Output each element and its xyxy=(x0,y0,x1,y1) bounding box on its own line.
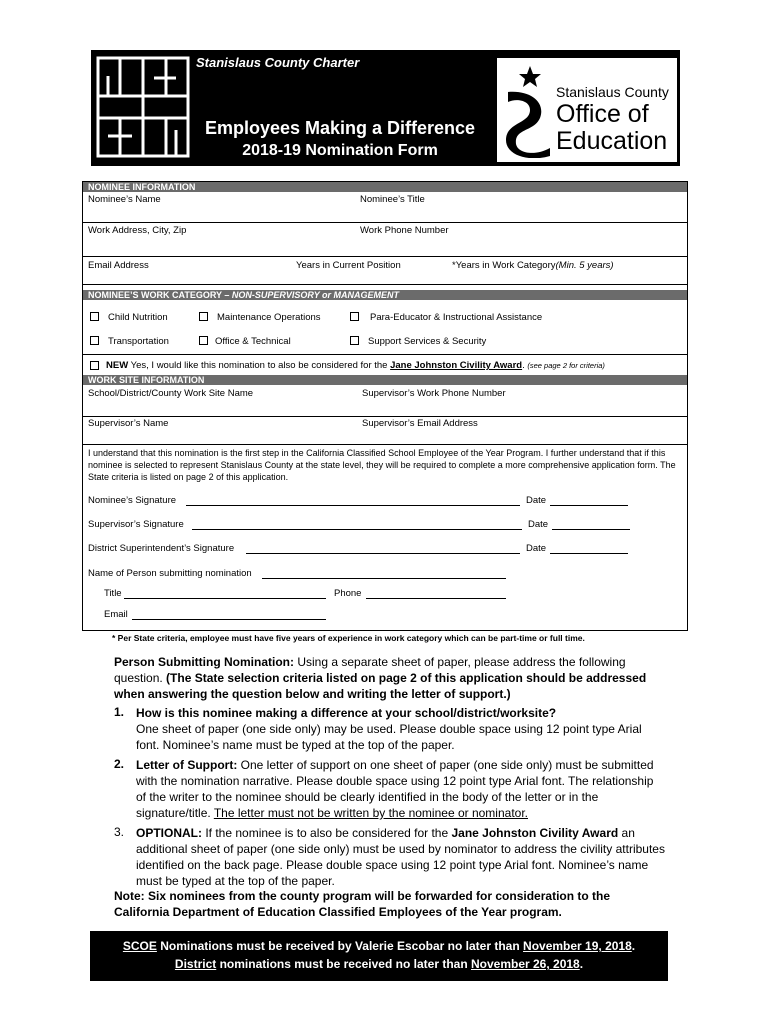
office-checkbox[interactable] xyxy=(199,336,208,345)
divider xyxy=(83,444,687,445)
work-address-field[interactable]: Work Address, City, Zip xyxy=(88,225,187,236)
supervisor-email-field[interactable]: Supervisor’s Email Address xyxy=(362,418,478,429)
question-3-number: 3. xyxy=(114,825,125,839)
nominee-signature-label: Nominee’s Signature xyxy=(88,495,177,506)
supervisor-name-field[interactable]: Supervisor’s Name xyxy=(88,418,169,429)
scoe-name-line2: Office of xyxy=(556,100,649,128)
maintenance-label: Maintenance Operations xyxy=(217,312,321,323)
question-2-number: 2. xyxy=(114,757,125,771)
scoe-emblem-icon xyxy=(500,62,556,158)
nominee-info-header: NOMINEE INFORMATION xyxy=(83,182,687,192)
question-3: OPTIONAL: If the nominee is to also be considered for the Jane Johnston Civility Award an additional sheet of paper (one side only) must be used by nominator to address the civility attributes identified on the back page. Please double space using 12 point type Arial font. Nominee’s name must be typed at the top of the paper. xyxy=(136,826,665,888)
years-category-field[interactable]: *Years in Work Category(Min. 5 years) xyxy=(452,260,614,271)
divider xyxy=(83,256,687,257)
email-address-field[interactable]: Email Address xyxy=(88,260,149,271)
supervisor-date-line[interactable] xyxy=(552,529,630,530)
supervisor-signature-label: Supervisor’s Signature xyxy=(88,519,184,530)
scoe-name-line3: Education xyxy=(556,127,668,155)
nominee-date-label: Date xyxy=(526,495,547,506)
instructions-intro: Person Submitting Nomination: Using a separate sheet of paper, please address the following question. (The State selection criteria listed on page 2 of this application should be addressed when answering the question below and writing the letter of support.) xyxy=(114,655,647,701)
office-label: Office & Technical xyxy=(215,336,291,347)
submitter-phone-label: Phone xyxy=(334,588,362,599)
forwarding-note: Note: Six nominees from the county program will be forwarded for consideration to the California Department of Education Classified Employees of the Year program. xyxy=(114,889,611,919)
nominee-name-field[interactable]: Nominee’s Name xyxy=(88,194,161,205)
work-site-field[interactable]: School/District/County Work Site Name xyxy=(88,388,254,399)
nominee-title-field[interactable]: Nominee’s Title xyxy=(360,194,425,205)
transportation-checkbox[interactable] xyxy=(90,336,99,345)
civility-award-checkbox[interactable] xyxy=(90,361,99,370)
scoe-name-line1: Stanislaus County xyxy=(556,84,669,100)
superintendent-date-line[interactable] xyxy=(550,553,628,554)
child-nutrition-checkbox[interactable] xyxy=(90,312,99,321)
submitter-title-line[interactable] xyxy=(124,598,326,599)
submitter-name-line[interactable] xyxy=(262,578,506,579)
support-checkbox[interactable] xyxy=(350,336,359,345)
divider xyxy=(83,222,687,223)
form-title: Employees Making a Difference xyxy=(204,118,476,138)
submitter-phone-line[interactable] xyxy=(366,598,506,599)
supervisor-phone-field[interactable]: Supervisor’s Work Phone Number xyxy=(362,388,506,399)
para-educator-label: Para-Educator & Instructional Assistance xyxy=(370,312,543,323)
superintendent-signature-label: District Superintendent’s Signature xyxy=(88,543,235,554)
state-criteria-note: * Per State criteria, employee must have five years of experience in work category which can be part-time or full time. xyxy=(112,633,585,643)
work-category-header: NOMINEE’S WORK CATEGORY – NON-SUPERVISORY or MANAGEMENT xyxy=(83,290,687,300)
acknowledgement-statement: I understand that this nomination is the first step in the California Classified School Employee of the Year Program. I further understand that if this nominee is selected to represent Stanislaus County at the state level, they will be required to complete a more comprehensive application form. The State criteria is listed on page 2 of this application. xyxy=(88,448,676,482)
para-educator-checkbox[interactable] xyxy=(350,312,359,321)
work-site-header: WORK SITE INFORMATION xyxy=(83,375,687,385)
nominee-signature-line[interactable] xyxy=(186,505,520,506)
divider xyxy=(83,416,687,417)
submitter-name-label: Name of Person submitting nomination xyxy=(88,568,252,579)
years-position-field[interactable]: Years in Current Position xyxy=(296,260,401,271)
superintendent-date-label: Date xyxy=(526,543,547,554)
district-deadline: District nominations must be received no later than November 26, 2018. xyxy=(174,957,584,971)
supervisor-date-label: Date xyxy=(528,519,549,530)
question-2: Letter of Support: One letter of support on one sheet of paper (one side only) must be submitted with the nomination narrative. Please double space using 12 point type Arial font. The relationship of the writer to the nominee should be clearly identified in the body of the letter or in the signature/title. The letter must not be written by the nominee or nominator. xyxy=(136,758,654,820)
charter-label: Stanislaus County Charter xyxy=(196,55,360,70)
maintenance-checkbox[interactable] xyxy=(199,312,208,321)
question-1: How is this nominee making a difference at your school/district/worksite? One sheet of paper (one side only) may be used. Please double space using 12 point type Arial font. Nominee’s name must be typed at the top of the paper. xyxy=(136,706,642,752)
form-subtitle: 2018-19 Nomination Form xyxy=(242,142,438,159)
work-phone-field[interactable]: Work Phone Number xyxy=(360,225,449,236)
question-1-number: 1. xyxy=(114,705,125,719)
submitter-email-label: Email xyxy=(104,609,128,620)
submitter-title-label: Title xyxy=(104,588,122,599)
transportation-label: Transportation xyxy=(108,336,169,347)
nominee-date-line[interactable] xyxy=(550,505,628,506)
support-label: Support Services & Security xyxy=(368,336,487,347)
divider xyxy=(83,354,687,355)
superintendent-signature-line[interactable] xyxy=(246,553,520,554)
civility-award-label: NEW Yes, I would like this nomination to also be considered for the Jane Johnston Civility Award. (see page 2 for criteria) xyxy=(106,360,605,371)
divider xyxy=(83,284,687,285)
submitter-email-line[interactable] xyxy=(132,619,326,620)
scoe-deadline: SCOE Nominations must be received by Valerie Escobar no later than November 19, 2018. xyxy=(122,939,636,953)
supervisor-signature-line[interactable] xyxy=(192,529,522,530)
child-nutrition-label: Child Nutrition xyxy=(108,312,168,323)
nomination-form-frame xyxy=(82,181,688,631)
